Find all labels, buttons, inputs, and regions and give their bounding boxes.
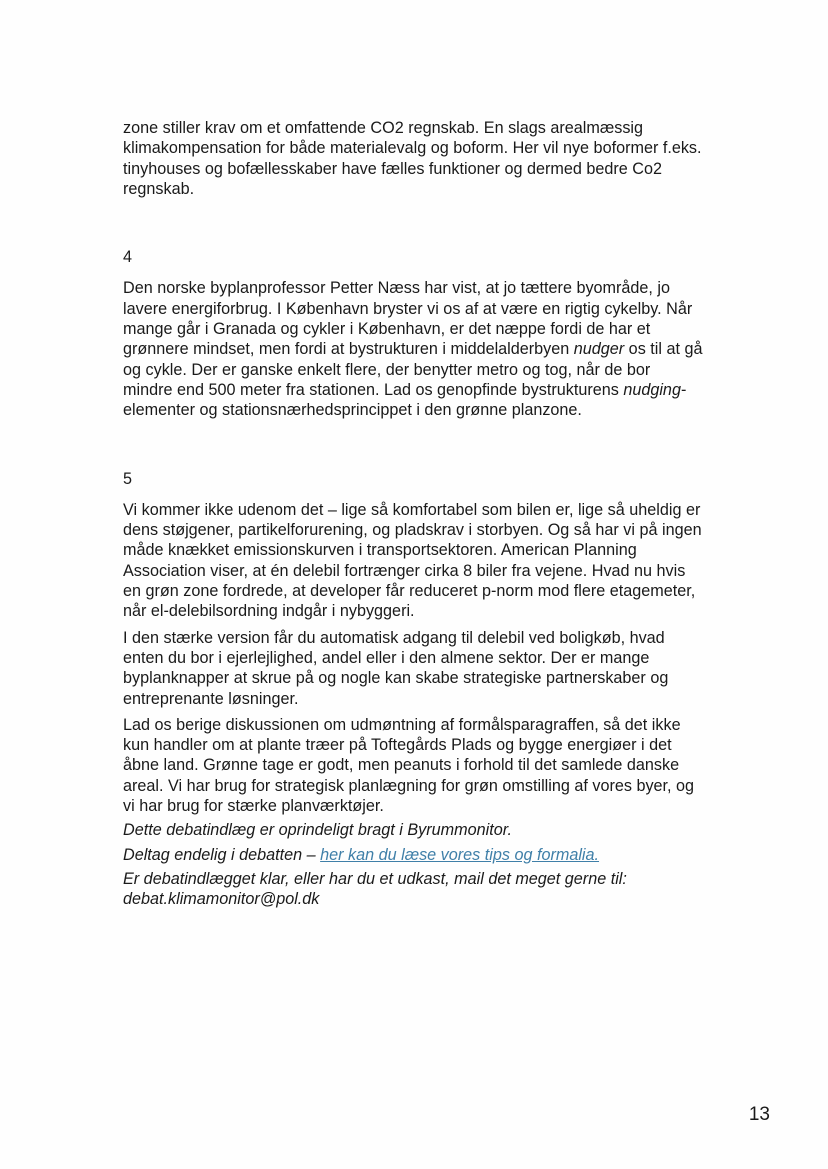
section-4-text-part3: -elementer og stationsnærhedsprincippet i den grønne planzone. [123,380,687,420]
article-body [123,118,703,910]
page-number: 13 [748,1104,770,1125]
section-5-paragraph-3: Lad os berige diskussionen om udmøntning af formålsparagraffen, så det ikke kun handler om at plante træer på Toftegårds Plads og bygge energiøer i det åbne land. Grønne tage er godt, men peanuts i forhold til det samlede danske areal. Vi har brug for strategisk planlægning for grøn omstilling af vores byer, og vi har brug for stærke planværktøjer. [123,715,695,816]
debate-note [123,845,703,865]
debate-note-prefix: Deltag endelig i debatten – [123,845,321,864]
section-5-paragraph-1: Vi kommer ikke udenom det – lige så komfortabel som bilen er, lige så uheldig er dens støjgener, partikelforurening, og pladskrav i storbyen. Og så har vi på ingen måde knækket emissionskurven i transportsektoren. American Planning Association viser, at én delebil fortrænger cirka 8 biler fra vejene. Hvad nu hvis en grøn zone fordrede, at developer får reduceret p-norm mod flere etagemeter, når el-delebilsordning indgår i nybyggeri. [123,500,702,621]
section-4-italic-nudger: nudger [573,340,625,359]
section-4-paragraph [123,278,703,420]
section-4-text-part2: os til at gå og cykle. Der er ganske enkelt flere, der benytter metro og tog, når de bor mindre end 500 meter fra stationen. Lad os genopfinde bystrukturens [123,340,703,399]
section-4-text-part1: Den norske byplanprofessor Petter Næss har vist, at jo tættere byområde, jo lavere energiforbrug. I København bryster vi os af at være en rigtig cykelby. Når mange går i Granada og cykler i København, er det næppe fordi de har et grønnere mindset, men fordi at bystrukturen i middelalderbyen [123,279,693,359]
intro-paragraph: zone stiller krav om et omfattende CO2 regnskab. En slags arealmæssig klimakompensation for både materialevalg og boform. Her vil nye boformer f.eks. tinyhouses og bofællesskaber have fælles funktioner og dermed bedre Co2 regnskab. [123,119,702,198]
section-number-4: 4 [123,248,133,267]
debate-tips-link[interactable]: her kan du læse vores tips og formalia. [320,845,600,864]
section-number-5: 5 [123,469,133,488]
origin-note: Dette debatindlæg er oprindeligt bragt i Byrummonitor. [123,821,512,840]
section-4-italic-nudging: nudging [623,380,681,399]
section-5-paragraph-2: I den stærke version får du automatisk adgang til delebil ved boligkøb, hvad enten du bor i ejerlejlighed, andel eller i den almene sektor. Der er mange byplanknapper at skrue på og nogle kan skabe strategiske partnerskaber og entreprenante løsninger. [123,628,669,708]
contact-note: Er debatindlægget klar, eller har du et udkast, mail det meget gerne til: debat.klimamonitor@pol.dk [123,869,627,909]
